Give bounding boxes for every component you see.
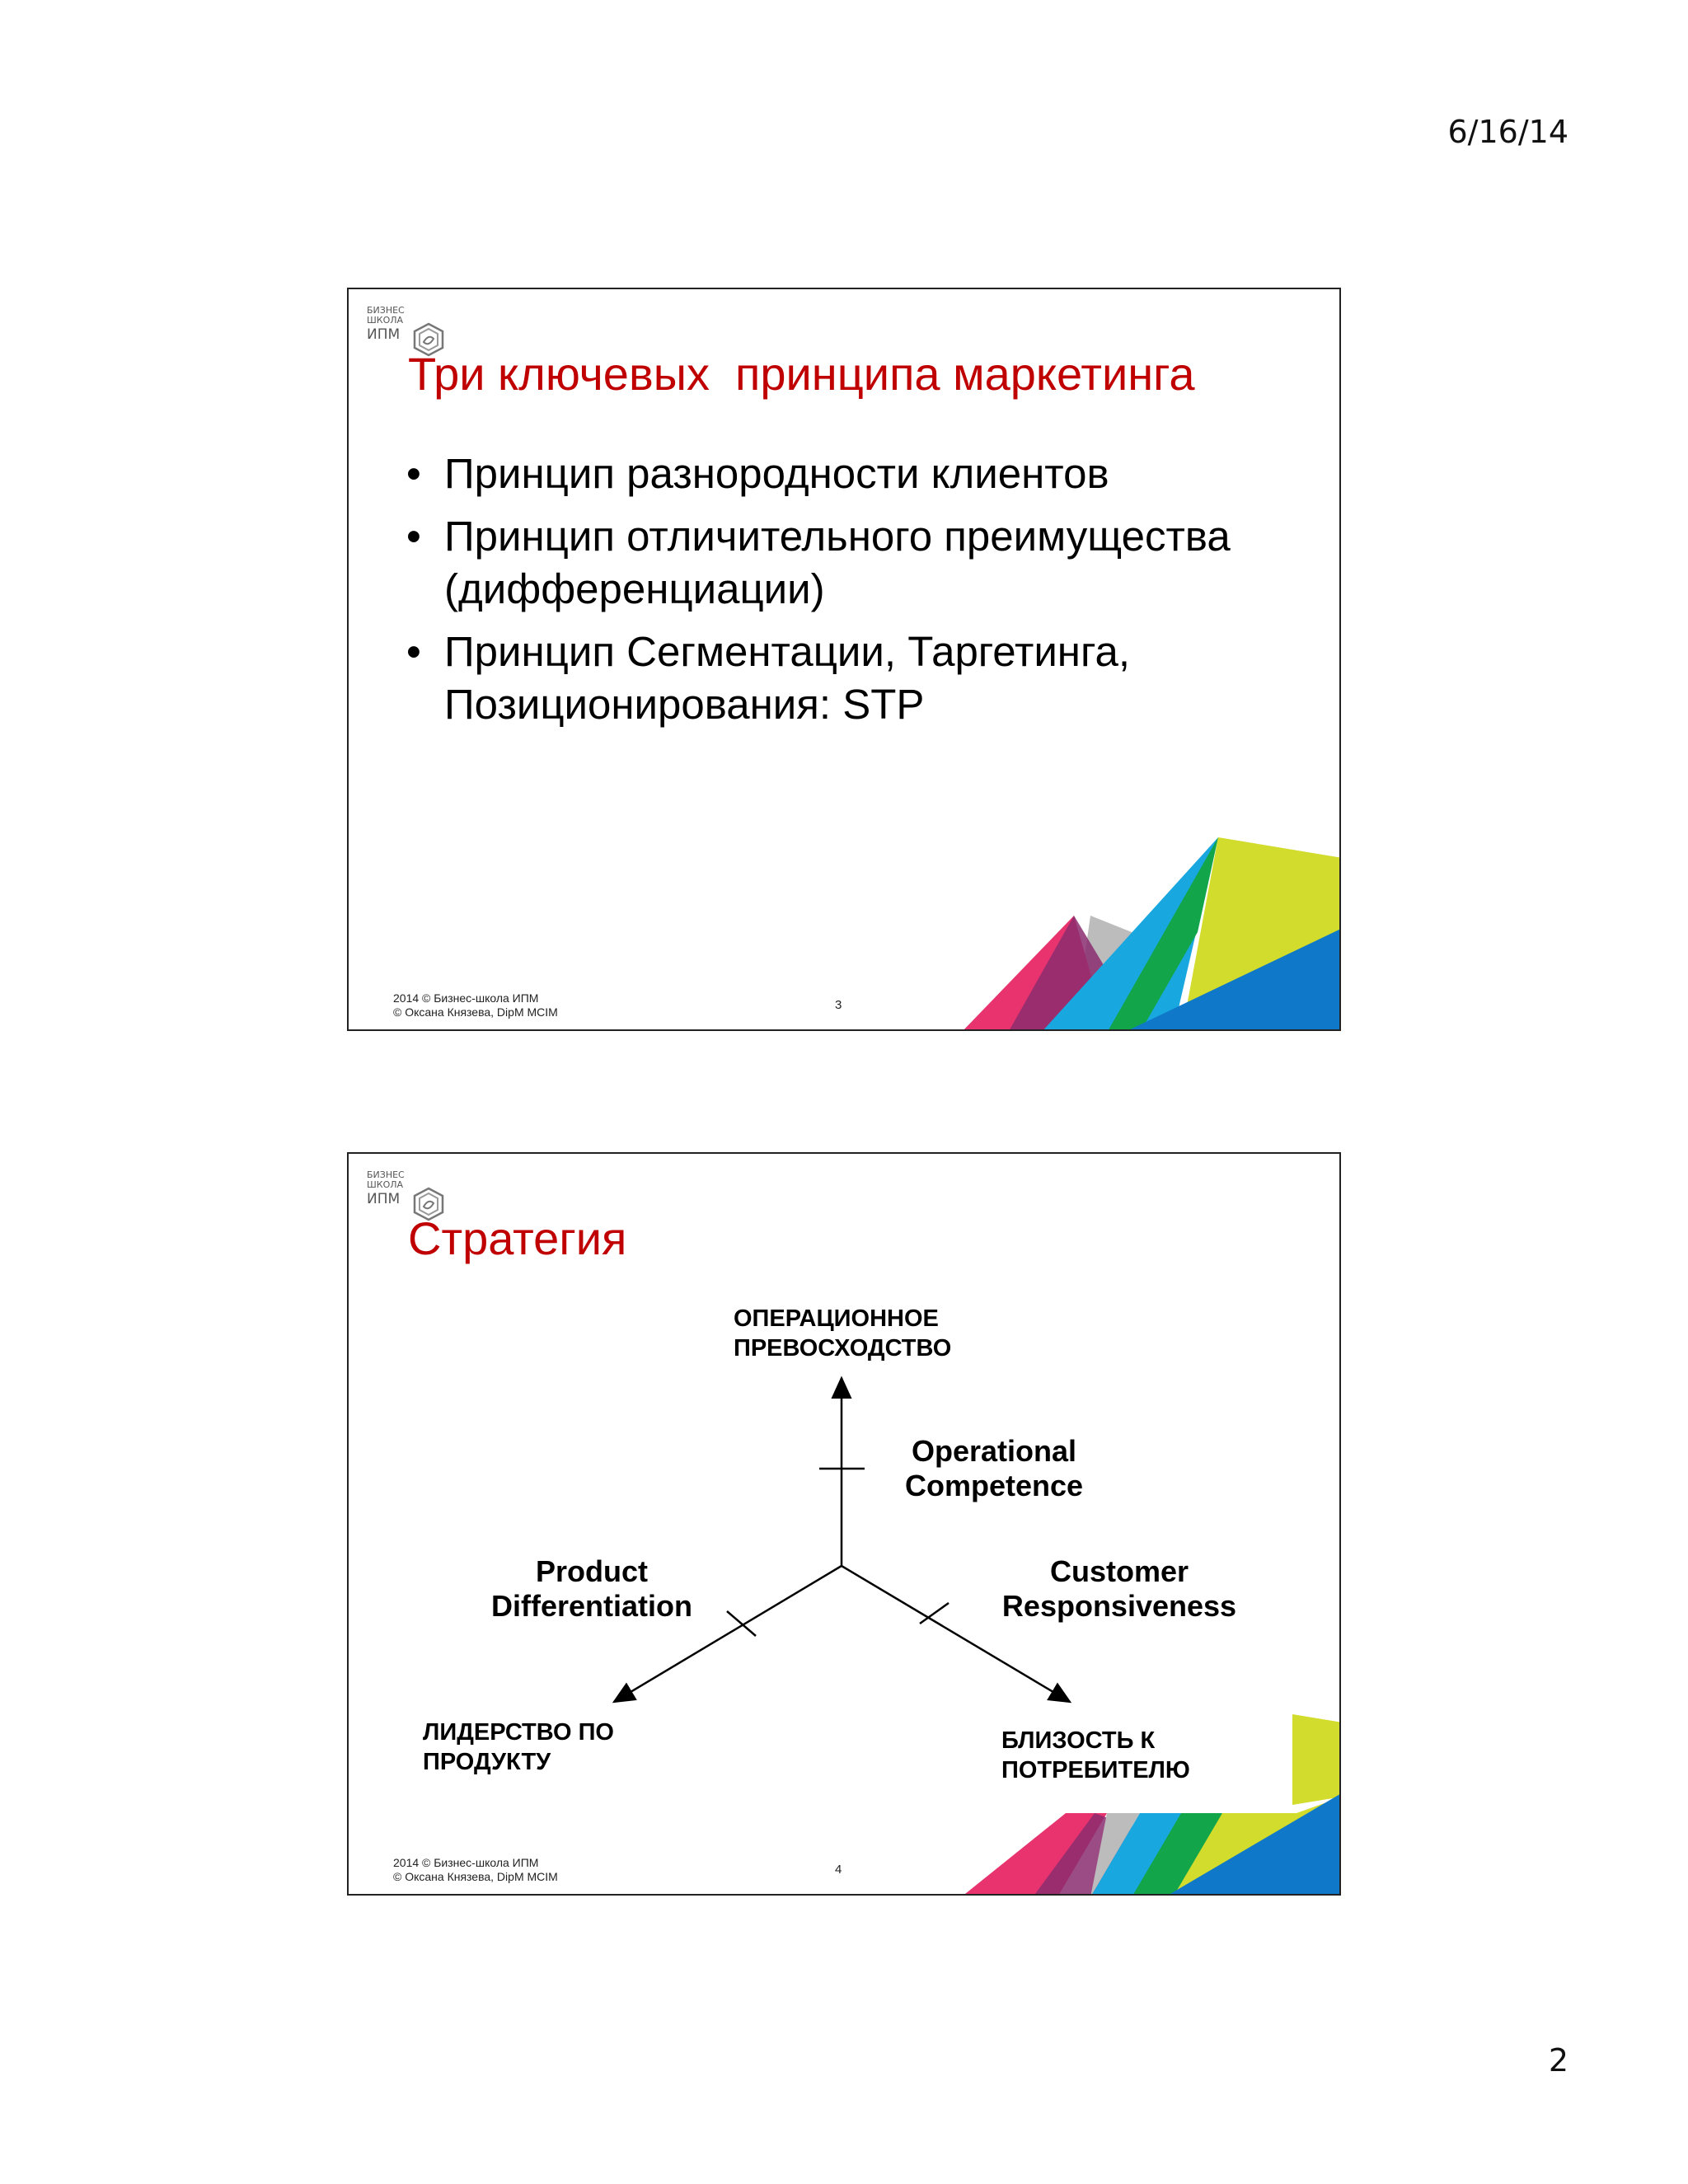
label-customer-intimacy: БЛИЗОСТЬ К ПОТРЕБИТЕЛЮ [1001,1727,1190,1783]
footer-copyright-author: © Оксана Князева, DipM MCIM [393,1870,558,1883]
logo-line1: БИЗНЕС [367,305,405,316]
strategy-diagram [349,1154,1341,1896]
slide-footer [393,991,558,1019]
logo-line1: БИЗНЕС [367,1169,405,1180]
bullet-list [406,448,1321,741]
slide-3 [347,288,1341,1031]
page-date: 6/16/14 [1447,114,1568,150]
slide-number: 4 [835,1863,842,1877]
label-product-leadership: ЛИДЕРСТВО ПО ПРОДУКТУ [423,1719,614,1775]
logo-line3: ИПМ [367,326,401,343]
logo-line2: ШКОЛА [367,315,404,326]
bullet-item: • Принцип разнородности клиентов [406,450,1109,497]
logo-line2: ШКОЛА [367,1179,404,1190]
slide-4 [347,1152,1341,1896]
label-operational-competence: Operational Competence [904,1434,1084,1502]
footer-copyright-school: 2014 © Бизнес-школа ИПМ [393,991,539,1005]
slide-footer [393,1856,558,1884]
label-customer-responsiveness: Customer Responsiveness [1001,1554,1237,1623]
footer-copyright-author: © Оксана Князева, DipM MCIM [393,1005,558,1019]
slide-number: 3 [835,998,842,1012]
slide-title: Стратегия [408,1212,627,1264]
bullet-item: • Принцип отличительного преимущества (дифференциации) [406,513,1231,612]
label-product-differentiation: Product Differentiation [490,1554,692,1623]
label-operational-excellence: ОПЕРАЦИОННОЕ ПРЕВОСХОДСТВО [734,1305,952,1361]
bullet-item: • Принцип Сегментации, Таргетинга, Позиционирования: STP [406,628,1130,728]
page-number: 2 [1548,2042,1568,2079]
footer-copyright-school: 2014 © Бизнес-школа ИПМ [393,1856,539,1869]
logo-line3: ИПМ [367,1191,401,1207]
logo-text [367,306,405,343]
slide-title: Три ключевых принципа маркетинга [408,348,1195,400]
